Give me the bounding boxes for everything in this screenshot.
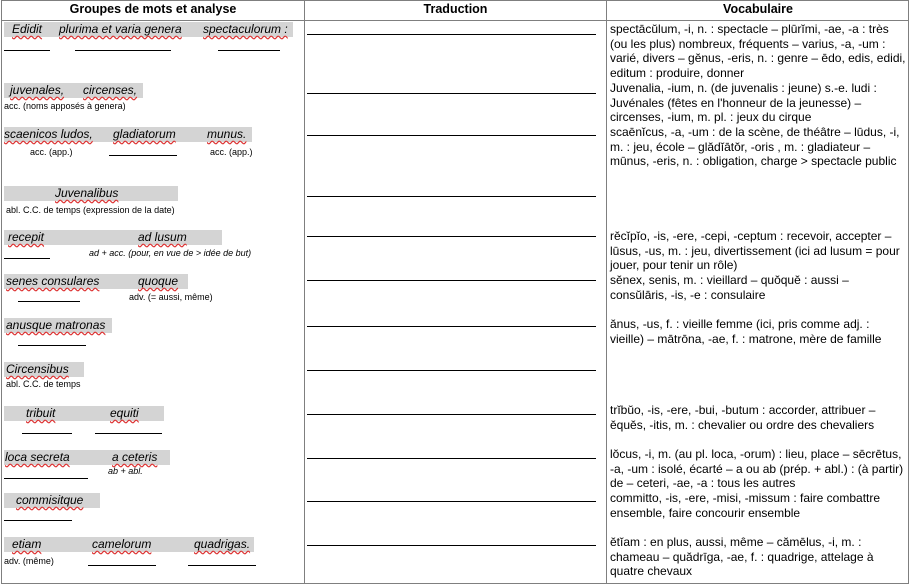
grammar-annotation: acc. (app.) bbox=[210, 147, 253, 157]
latin-word: juvenales, bbox=[10, 83, 65, 97]
translation-line[interactable] bbox=[307, 501, 596, 502]
answer-blank[interactable] bbox=[109, 154, 177, 156]
word-group bbox=[4, 186, 178, 201]
answer-blank[interactable] bbox=[22, 432, 72, 434]
header-groupes: Groupes de mots et analyse bbox=[69, 2, 237, 16]
word-group bbox=[4, 450, 170, 465]
latin-word: camelorum bbox=[92, 537, 152, 551]
word-group bbox=[4, 493, 100, 508]
answer-blank[interactable] bbox=[218, 49, 280, 51]
vocabulary-entry: spectācŭlum, -i, n. : spectacle – plūrĭmi, -ae, -a : très (ou les plus) nombreux, fréquents – varius, -a, -um : varié, divers – gĕnus, -eris, n. : genre – ēdo, edis, edidi, editum : produire, donner bbox=[610, 22, 906, 80]
vocabulary-entry: sĕnex, senis, m. : vieillard – quŏquĕ : aussi – consŭlāris, -is, -e : consulaire bbox=[610, 273, 849, 302]
grammar-annotation: adv. (= aussi, même) bbox=[129, 292, 213, 302]
translation-line[interactable] bbox=[307, 326, 596, 327]
answer-blank[interactable] bbox=[95, 432, 162, 434]
latin-word: Edidit bbox=[12, 22, 43, 36]
translation-line[interactable] bbox=[307, 93, 596, 94]
vocabulary-entry: scaēnĭcus, -a, -um : de la scène, de théâtre – lūdus, -i, m. : jeu, école – glădĭātŏr, -oris , m. : gladiateur – mūnus, -eris, n. : obligation, charge > spectacle public bbox=[610, 125, 900, 169]
latin-word: loca secreta bbox=[5, 450, 70, 464]
translation-line[interactable] bbox=[307, 280, 596, 281]
column-divider bbox=[304, 1, 305, 583]
vocabulary-entry: ĕtĭam : en plus, aussi, même – cămēlus, -i, m. : chameau – quădrīga, -ae, f. : quadrige, attelage à quatre chevaux bbox=[610, 535, 874, 579]
latin-word: tribuit bbox=[26, 406, 56, 420]
grammar-annotation: abl. C.C. de temps bbox=[6, 379, 81, 389]
header-divider bbox=[2, 20, 908, 21]
latin-word: Juvenalibus bbox=[55, 186, 119, 200]
word-group bbox=[4, 537, 254, 552]
column-divider bbox=[606, 1, 607, 583]
answer-blank[interactable] bbox=[88, 564, 156, 566]
latin-word: etiam bbox=[12, 537, 42, 551]
vocabulary-entry: lŏcus, -i, m. (au pl. loca, -orum) : lieu, place – sēcrētus, -a, -um : isolé, écarté – a ou ab (prép. + abl.) : (à partir) de – ceteri, -ae, -a : tous les autres bbox=[610, 447, 904, 491]
latin-word: senes consulares bbox=[6, 274, 100, 288]
grammar-annotation: ad + acc. (pour, en vue de > idée de but) bbox=[89, 248, 252, 258]
header-traduction: Traduction bbox=[423, 2, 488, 16]
translation-line[interactable] bbox=[307, 458, 596, 459]
answer-blank[interactable] bbox=[75, 49, 171, 51]
latin-word: quadrigas. bbox=[194, 537, 251, 551]
word-group bbox=[4, 127, 252, 142]
translation-line[interactable] bbox=[307, 370, 596, 371]
latin-word: recepit bbox=[8, 230, 45, 244]
latin-word: gladiatorum bbox=[113, 127, 176, 141]
translation-line[interactable] bbox=[307, 135, 596, 136]
latin-word: ad lusum bbox=[138, 230, 187, 244]
word-group bbox=[4, 22, 293, 37]
latin-word: a ceteris bbox=[112, 450, 158, 464]
word-group bbox=[4, 230, 222, 245]
latin-word: spectaculorum : bbox=[203, 22, 288, 36]
grammar-annotation: adv. (même) bbox=[4, 556, 54, 566]
answer-blank[interactable] bbox=[18, 300, 80, 302]
word-group bbox=[4, 406, 164, 421]
word-group bbox=[4, 362, 84, 377]
grammar-annotation: acc. (noms apposés à genera) bbox=[4, 101, 126, 111]
latin-word: anusque matronas bbox=[6, 318, 106, 332]
latin-word: Circensibus bbox=[6, 362, 69, 376]
answer-blank[interactable] bbox=[4, 49, 50, 51]
latin-word: equiti bbox=[110, 406, 139, 420]
translation-line[interactable] bbox=[307, 414, 596, 415]
word-group bbox=[4, 318, 112, 333]
answer-blank[interactable] bbox=[18, 344, 86, 346]
latin-word: circenses, bbox=[83, 83, 138, 97]
translation-line[interactable] bbox=[307, 34, 596, 35]
answer-blank[interactable] bbox=[4, 519, 72, 521]
answer-blank[interactable] bbox=[4, 477, 88, 479]
answer-blank[interactable] bbox=[188, 564, 256, 566]
translation-line[interactable] bbox=[307, 196, 596, 197]
translation-line[interactable] bbox=[307, 236, 596, 237]
vocabulary-entry: trĭbŭo, -is, -ere, -bui, -butum : accorder, attribuer – ĕquĕs, -itis, m. : chevalier ou ordre des chevaliers bbox=[610, 403, 876, 432]
vocabulary-entry: Juvenalia, -ium, n. (de juvenalis : jeune) s.-e. ludi : Juvénales (fêtes en l'honneur de la jeunesse) – circenses, -ium, m. pl. : jeux du cirque bbox=[610, 81, 877, 125]
header-vocabulaire: Vocabulaire bbox=[723, 2, 793, 16]
vocabulary-entry: ănus, -us, f. : vieille femme (ici, pris comme adj. : vieille) – mātrōna, -ae, f. : matrone, mère de famille bbox=[610, 317, 882, 346]
grammar-annotation: abl. C.C. de temps (expression de la date) bbox=[6, 205, 175, 215]
word-group bbox=[4, 274, 188, 289]
answer-blank[interactable] bbox=[4, 257, 50, 259]
grammar-annotation: ab + abl. bbox=[108, 466, 143, 476]
word-group bbox=[4, 83, 143, 98]
grammar-annotation: acc. (app.) bbox=[30, 147, 73, 157]
vocabulary-entry: committo, -is, -ere, -misi, -missum : faire combattre ensemble, faire concourir ensemble bbox=[610, 491, 881, 520]
latin-word: scaenicos ludos, bbox=[4, 127, 93, 141]
vocabulary-entry: rĕcĭpĭo, -is, -ere, -cepi, -ceptum : recevoir, accepter – lūsus, -us, m. : jeu, divertissement (ici ad lusum = pour jouer, pour tenir un rôle) bbox=[610, 229, 900, 273]
translation-line[interactable] bbox=[307, 545, 596, 546]
latin-word: quoque bbox=[138, 274, 179, 288]
latin-word: munus. bbox=[207, 127, 247, 141]
latin-word: commisitque bbox=[16, 493, 84, 507]
latin-word: plurima et varia genera bbox=[59, 22, 182, 36]
